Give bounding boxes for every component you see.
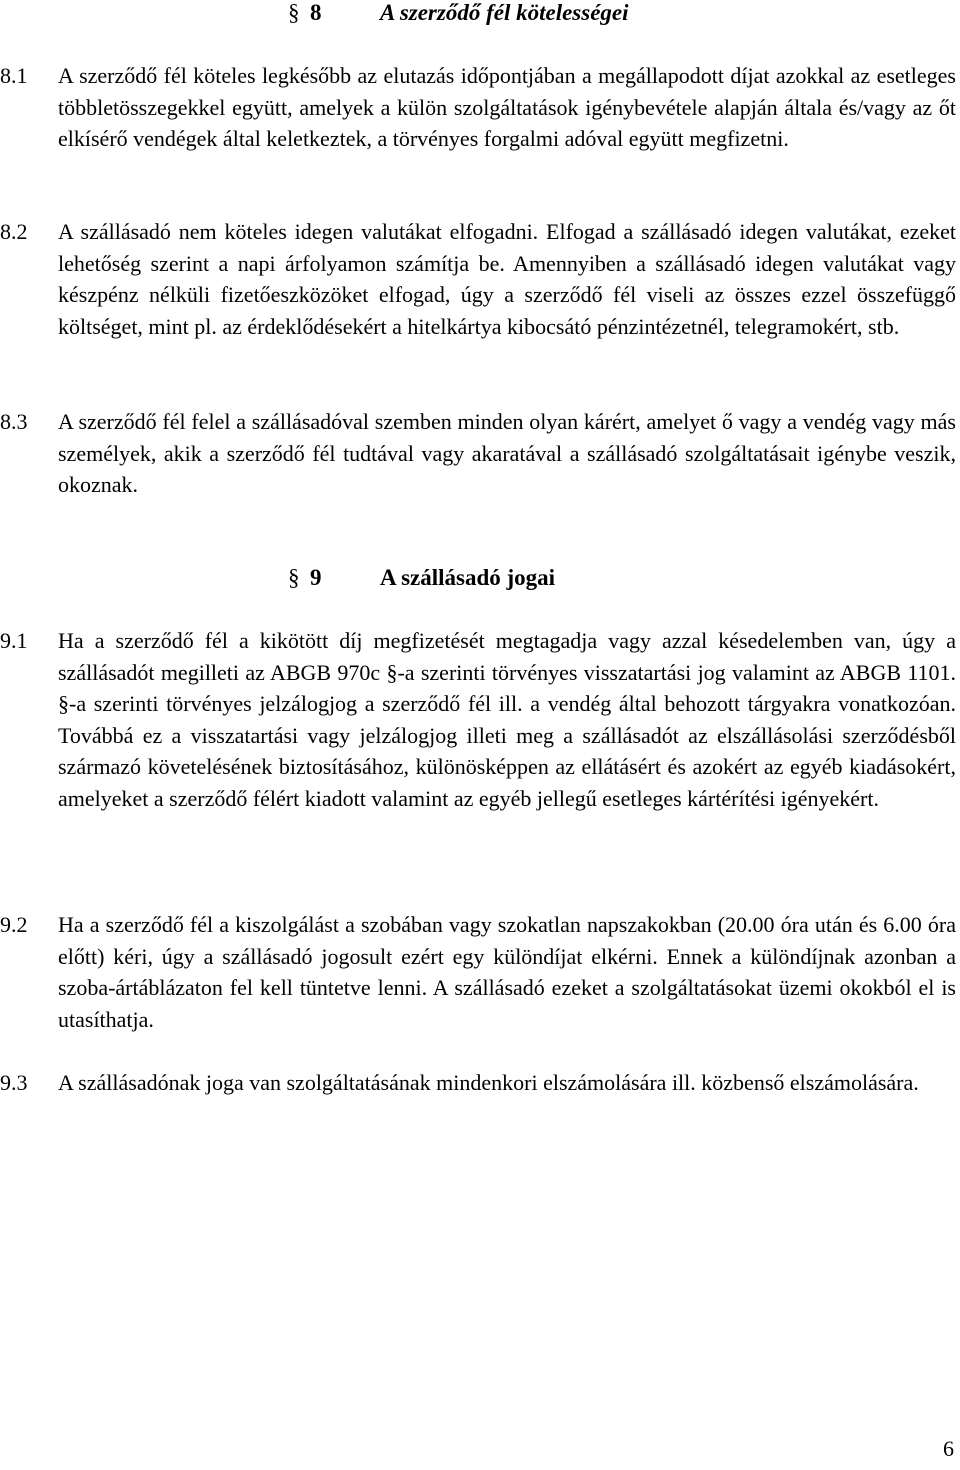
paragraph-8-1 — [0, 60, 956, 155]
heading-number: 9 — [310, 565, 322, 590]
paragraph-9-3 — [0, 1067, 956, 1099]
heading-number: 8 — [310, 0, 322, 25]
paragraph-number: 8.3 — [0, 409, 28, 434]
page-number: 6 — [943, 1436, 954, 1461]
paragraph-number: 9.1 — [0, 628, 28, 653]
paragraph-text: A szerződő fél felel a szállásadóval szemben minden olyan kárért, amelyet ő vagy a vendég vagy más személyek, akik a szerződő fél tudtával vagy akaratával a szállásadó szolgáltatásait igénybe veszik, okoznak. — [58, 409, 956, 497]
paragraph-number: 8.2 — [0, 219, 28, 244]
paragraph-number: 9.3 — [0, 1070, 28, 1095]
heading-title: A szerződő fél kötelességei — [380, 0, 629, 25]
paragraph-8-3 — [0, 406, 956, 501]
paragraph-number: 8.1 — [0, 63, 28, 88]
paragraph-text: Ha a szerződő fél a kikötött díj megfizetését megtagadja vagy azzal késedelemben van, úgy a szállásadót megilleti az ABGB 970c §-a szerinti törvényes visszatartási jog valamint az ABGB 1101. §-a szerinti törvényes jelzálogjog a szerződő fél ill. a vendég által behozott tárgyakra vonatkozóan. Továbbá ez a visszatartási vagy jelzálogjog illeti meg a szállásadót az elszállásolási szerződésből származó követelésének biztosításához, különösképpen az ellátásért és azokért az egyéb kiadásokért, amelyeket a szerződő félért kiadott valamint az egyéb jellegű esetleges kártérítési igényekért. — [58, 628, 956, 811]
paragraph-text: A szállásadónak joga van szolgáltatásának mindenkori elszámolására ill. közbenső elszámolására. — [58, 1070, 919, 1095]
section-mark: § — [288, 565, 300, 590]
paragraph-8-2 — [0, 216, 956, 342]
paragraph-text: A szállásadó nem köteles idegen valutákat elfogadni. Elfogad a szállásadó idegen valutákat, ezeket lehetőség szerint a napi árfolyamon számítja be. Amennyiben a szállásadó idegen valutákat vagy készpénz nélküli fizetőeszközöket elfogad, úgy a szerződő fél viseli az összes ezzel összefüggő költséget, mint pl. az érdeklődésekért a hitelkártya kibocsátó pénzintézetnél, telegramokért, stb. — [58, 219, 956, 339]
section-heading-8 — [288, 0, 629, 26]
heading-title: A szállásadó jogai — [380, 565, 556, 590]
paragraph-9-2 — [0, 909, 956, 1035]
paragraph-number: 9.2 — [0, 912, 28, 937]
paragraph-9-1 — [0, 625, 956, 814]
section-mark: § — [288, 0, 300, 25]
paragraph-text: A szerződő fél köteles legkésőbb az elutazás időpontjában a megállapodott díjat azokkal az esetleges többletösszegekkel együtt, amelyek a külön szolgáltatások igénybevétele alapján általa és/vagy az őt elkísérő vendégek által keletkeztek, a törvényes forgalmi adóval együtt megfizetni. — [58, 63, 956, 151]
paragraph-text: Ha a szerződő fél a kiszolgálást a szobában vagy szokatlan napszakokban (20.00 óra után és 6.00 óra előtt) kéri, úgy a szállásadó jogosult ezért egy különdíjat elkérni. Ennek a különdíjnak azonban a szoba-ártáblázaton fel kell tüntetve lenni. A szállásadó ezeket a szolgáltatásokat üzemi okokból el is utasíthatja. — [58, 912, 956, 1032]
section-heading-9 — [288, 565, 555, 591]
